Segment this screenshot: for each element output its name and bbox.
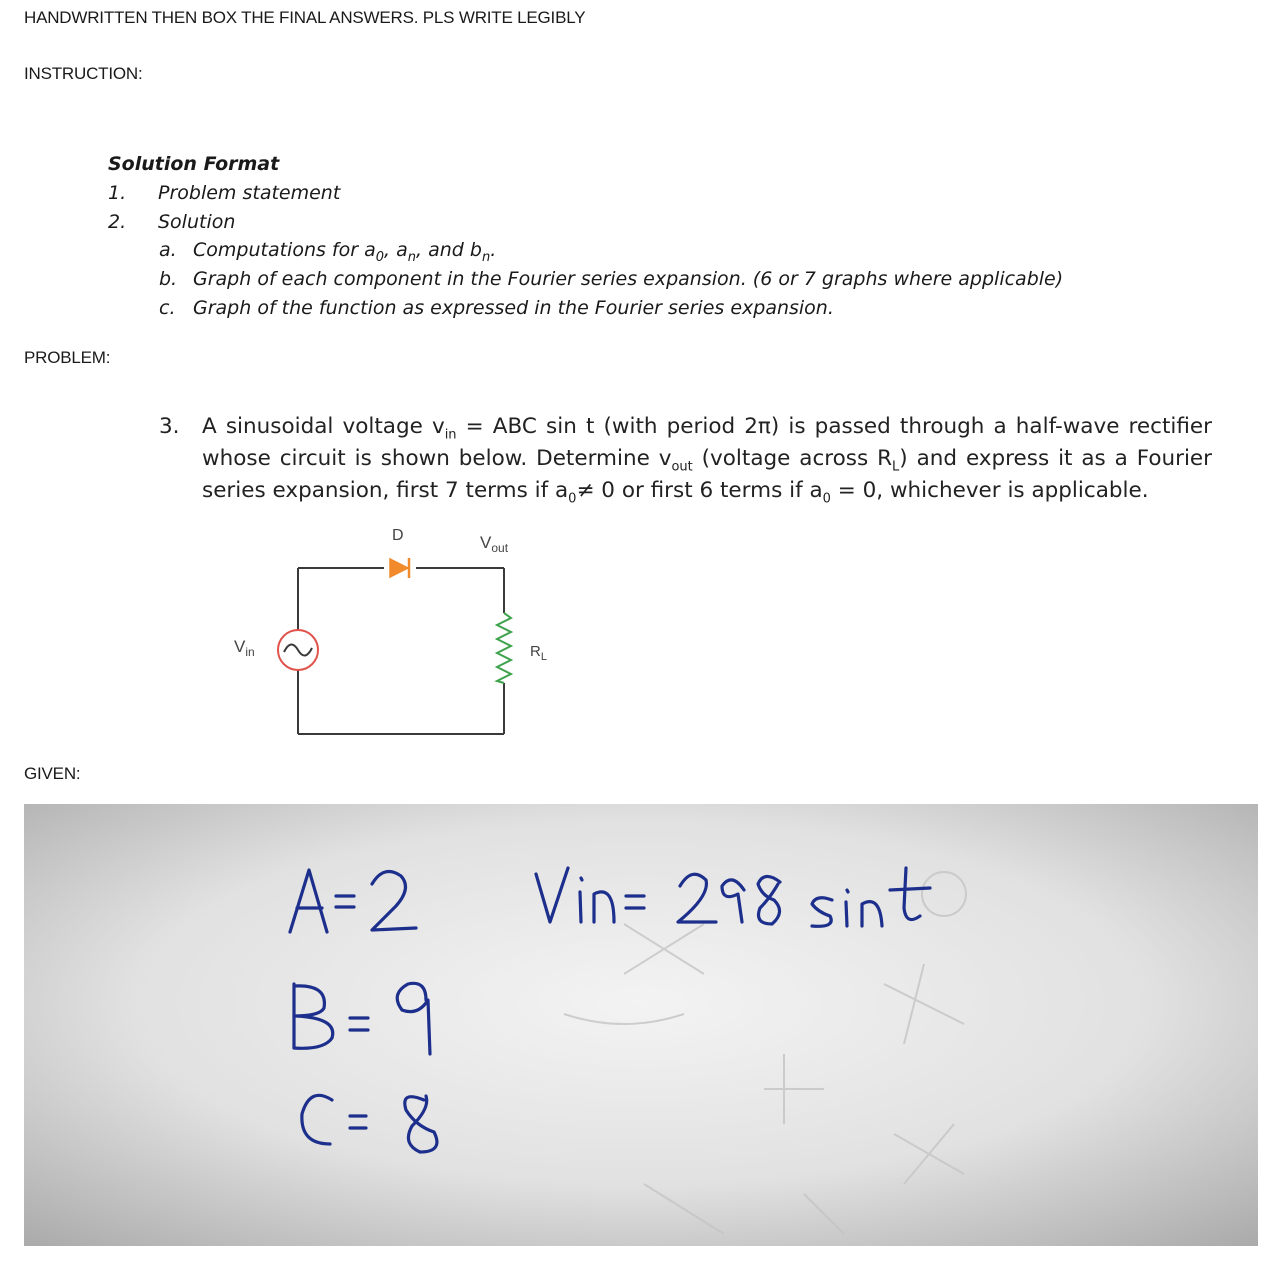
paper-background: [24, 804, 1258, 1246]
subscript: n: [481, 249, 491, 265]
problem-text: ≠ 0 or first 6 terms if a: [576, 478, 823, 503]
format-item-number: 1.: [108, 182, 127, 204]
problem-number: 3.: [159, 414, 180, 439]
rl-label: [530, 643, 547, 663]
sub-item-letter: b.: [159, 268, 178, 290]
format-sub-item-a: [159, 239, 496, 265]
problem-line-1: [202, 414, 1212, 442]
sub-item-text: .: [490, 239, 497, 261]
diode-triangle: [390, 559, 408, 577]
problem-label: PROBLEM:: [24, 348, 111, 367]
instruction-label: INSTRUCTION:: [24, 64, 143, 83]
given-a: [294, 942, 300, 945]
diode: [390, 558, 409, 578]
sub-item-text: Computations for a: [193, 239, 376, 261]
problem-line-3: [202, 478, 1149, 506]
problem-line-2: [202, 446, 1212, 474]
format-item-text: Solution: [158, 211, 236, 233]
format-item-text: Problem statement: [158, 182, 341, 204]
problem-text: A sinusoidal voltage v: [202, 414, 445, 439]
vin-sub: in: [245, 645, 255, 659]
given-label: GIVEN:: [24, 764, 81, 783]
vout-label: [480, 533, 509, 555]
half-wave-rectifier-circuit: [220, 520, 580, 750]
subscript: out: [671, 459, 693, 475]
sub-item-text: , and b: [416, 239, 482, 261]
rl-main: R: [530, 643, 541, 660]
problem-text: = ABC sin t (with period 2π) is passed through a half-wave rectifier: [456, 414, 1212, 439]
vin-main: V: [234, 637, 246, 656]
rl-sub: L: [540, 651, 547, 663]
vout-main: V: [480, 533, 492, 552]
subscript: 0: [822, 491, 831, 507]
sub-item-text: Graph of the function as expressed in the Fourier series expansion.: [193, 297, 834, 319]
voltage-source: [278, 630, 318, 670]
problem-text: (voltage across R: [692, 446, 893, 471]
diode-label: D: [392, 527, 404, 544]
format-item-number: 2.: [108, 211, 127, 233]
format-item-2: [108, 211, 235, 233]
subscript: in: [444, 427, 457, 443]
subscript: n: [407, 249, 417, 265]
format-sub-item-b: [159, 268, 1063, 290]
sub-item-text: , a: [384, 239, 408, 261]
subscript: L: [892, 459, 900, 475]
vout-sub: out: [491, 541, 509, 555]
vin-label: [234, 637, 255, 659]
problem-text: = 0, whichever is applicable.: [830, 478, 1149, 503]
solution-format-title: Solution Format: [108, 153, 280, 175]
format-sub-item-c: [159, 297, 834, 319]
top-instruction-line: HANDWRITTEN THEN BOX THE FINAL ANSWERS. PLS WRITE LEGIBLY: [24, 8, 586, 27]
format-item-1: [108, 182, 340, 204]
problem-text: series expansion, first 7 terms if a: [202, 478, 569, 503]
sub-item-letter: c.: [159, 297, 176, 319]
sub-item-letter: a.: [159, 239, 177, 261]
problem-text: whose circuit is shown below. Determine v: [202, 446, 672, 471]
given-handwritten-photo: [24, 804, 1258, 1246]
sub-item-text: Graph of each component in the Fourier series expansion. (6 or 7 graphs where applicable): [193, 268, 1064, 290]
problem-text: ) and express it as a Fourier: [899, 446, 1212, 471]
given-vin: [536, 932, 555, 935]
resistor: [497, 613, 511, 683]
subscript: 0: [568, 491, 577, 507]
given-c: [294, 1153, 300, 1155]
subscript: 0: [375, 249, 385, 265]
